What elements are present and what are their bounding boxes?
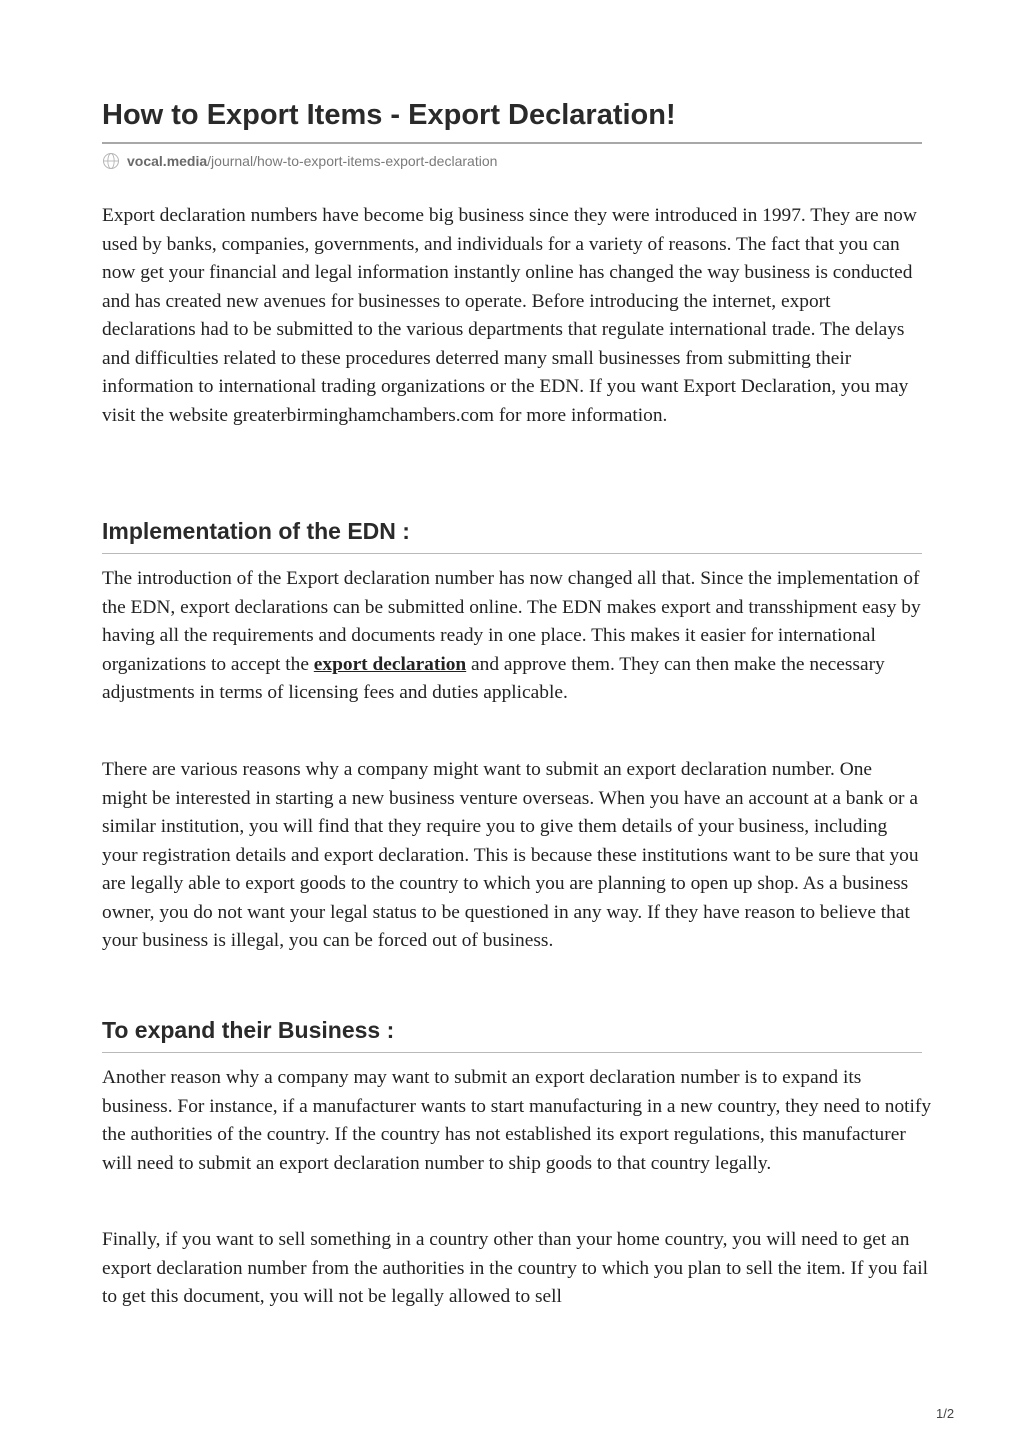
- section-heading-expand-business: To expand their Business :: [102, 1017, 395, 1043]
- source-domain: vocal.media: [127, 153, 208, 169]
- section-divider: [102, 1052, 922, 1053]
- page-number: 1/2: [936, 1406, 955, 1421]
- section-divider: [102, 553, 922, 554]
- implementation-paragraph-2: There are various reasons why a company might want to submit an export declaration number. One might be interested in starting a new business venture overseas. When you have an account at a bank or a similar institution, you will find that they require you to give them details of your business, including your registration details and export declaration. This is because these institutions want to be sure that you are legally able to export goods to the country to which you are planning to open up shop. As a business owner, you do not want your legal status to be questioned in any way. If they have reason to believe that your business is illegal, you can be forced out of business.: [102, 759, 919, 951]
- section-heading-implementation: Implementation of the EDN :: [102, 518, 410, 544]
- source-path: /journal/how-to-export-items-export-declaration: [207, 153, 498, 169]
- paragraph-text: and approve them. They can then make the necessary adjustments in terms of licensing fees and duties applicable.: [102, 653, 885, 703]
- expand-paragraph-2: Finally, if you want to sell something in a country other than your home country, you will need to get an export declaration number from the authorities in the country to which you plan to sell the item. If you fail to get this document, you will not be legally allowed to sell: [102, 1229, 929, 1307]
- export-declaration-link[interactable]: export declaration: [313, 653, 467, 675]
- expand-paragraph-1: Another reason why a company may want to submit an export declaration number is to expand its business. For instance, if a manufacturer wants to start manufacturing in a new country, they need to notify the authorities of the country. If the country has not established its export regulations, this manufacturer will need to submit an export declaration number to ship goods to that country legally.: [102, 1067, 932, 1174]
- implementation-paragraph-1: [102, 565, 922, 708]
- paragraph-text: The introduction of the Export declaration number has now changed all that. Since the implementation of the EDN, export declarations can be submitted online. The EDN makes export and transshipment easy by having all the requirements and documents ready in one place. This makes it easier for international organizations to accept the: [102, 568, 921, 675]
- intro-paragraph: Export declaration numbers have become big business since they were introduced in 1997. They are now used by banks, companies, governments, and individuals for a variety of reasons. The fact that you can now get your financial and legal information instantly online has changed the way business is conducted and has created new avenues for businesses to operate. Before introducing the internet, export declarations had to be submitted to the various departments that regulate international trade. The delays and difficulties related to these procedures deterred many small businesses from submitting their information to international trading organizations or the EDN. If you want Export Declaration, you may visit the website greaterbirminghamchambers.com for more information.: [102, 205, 917, 426]
- title-divider: [102, 142, 922, 144]
- source-url[interactable]: [102, 151, 497, 171]
- page-title: How to Export Items - Export Declaration!: [102, 99, 676, 131]
- globe-icon: [102, 152, 120, 170]
